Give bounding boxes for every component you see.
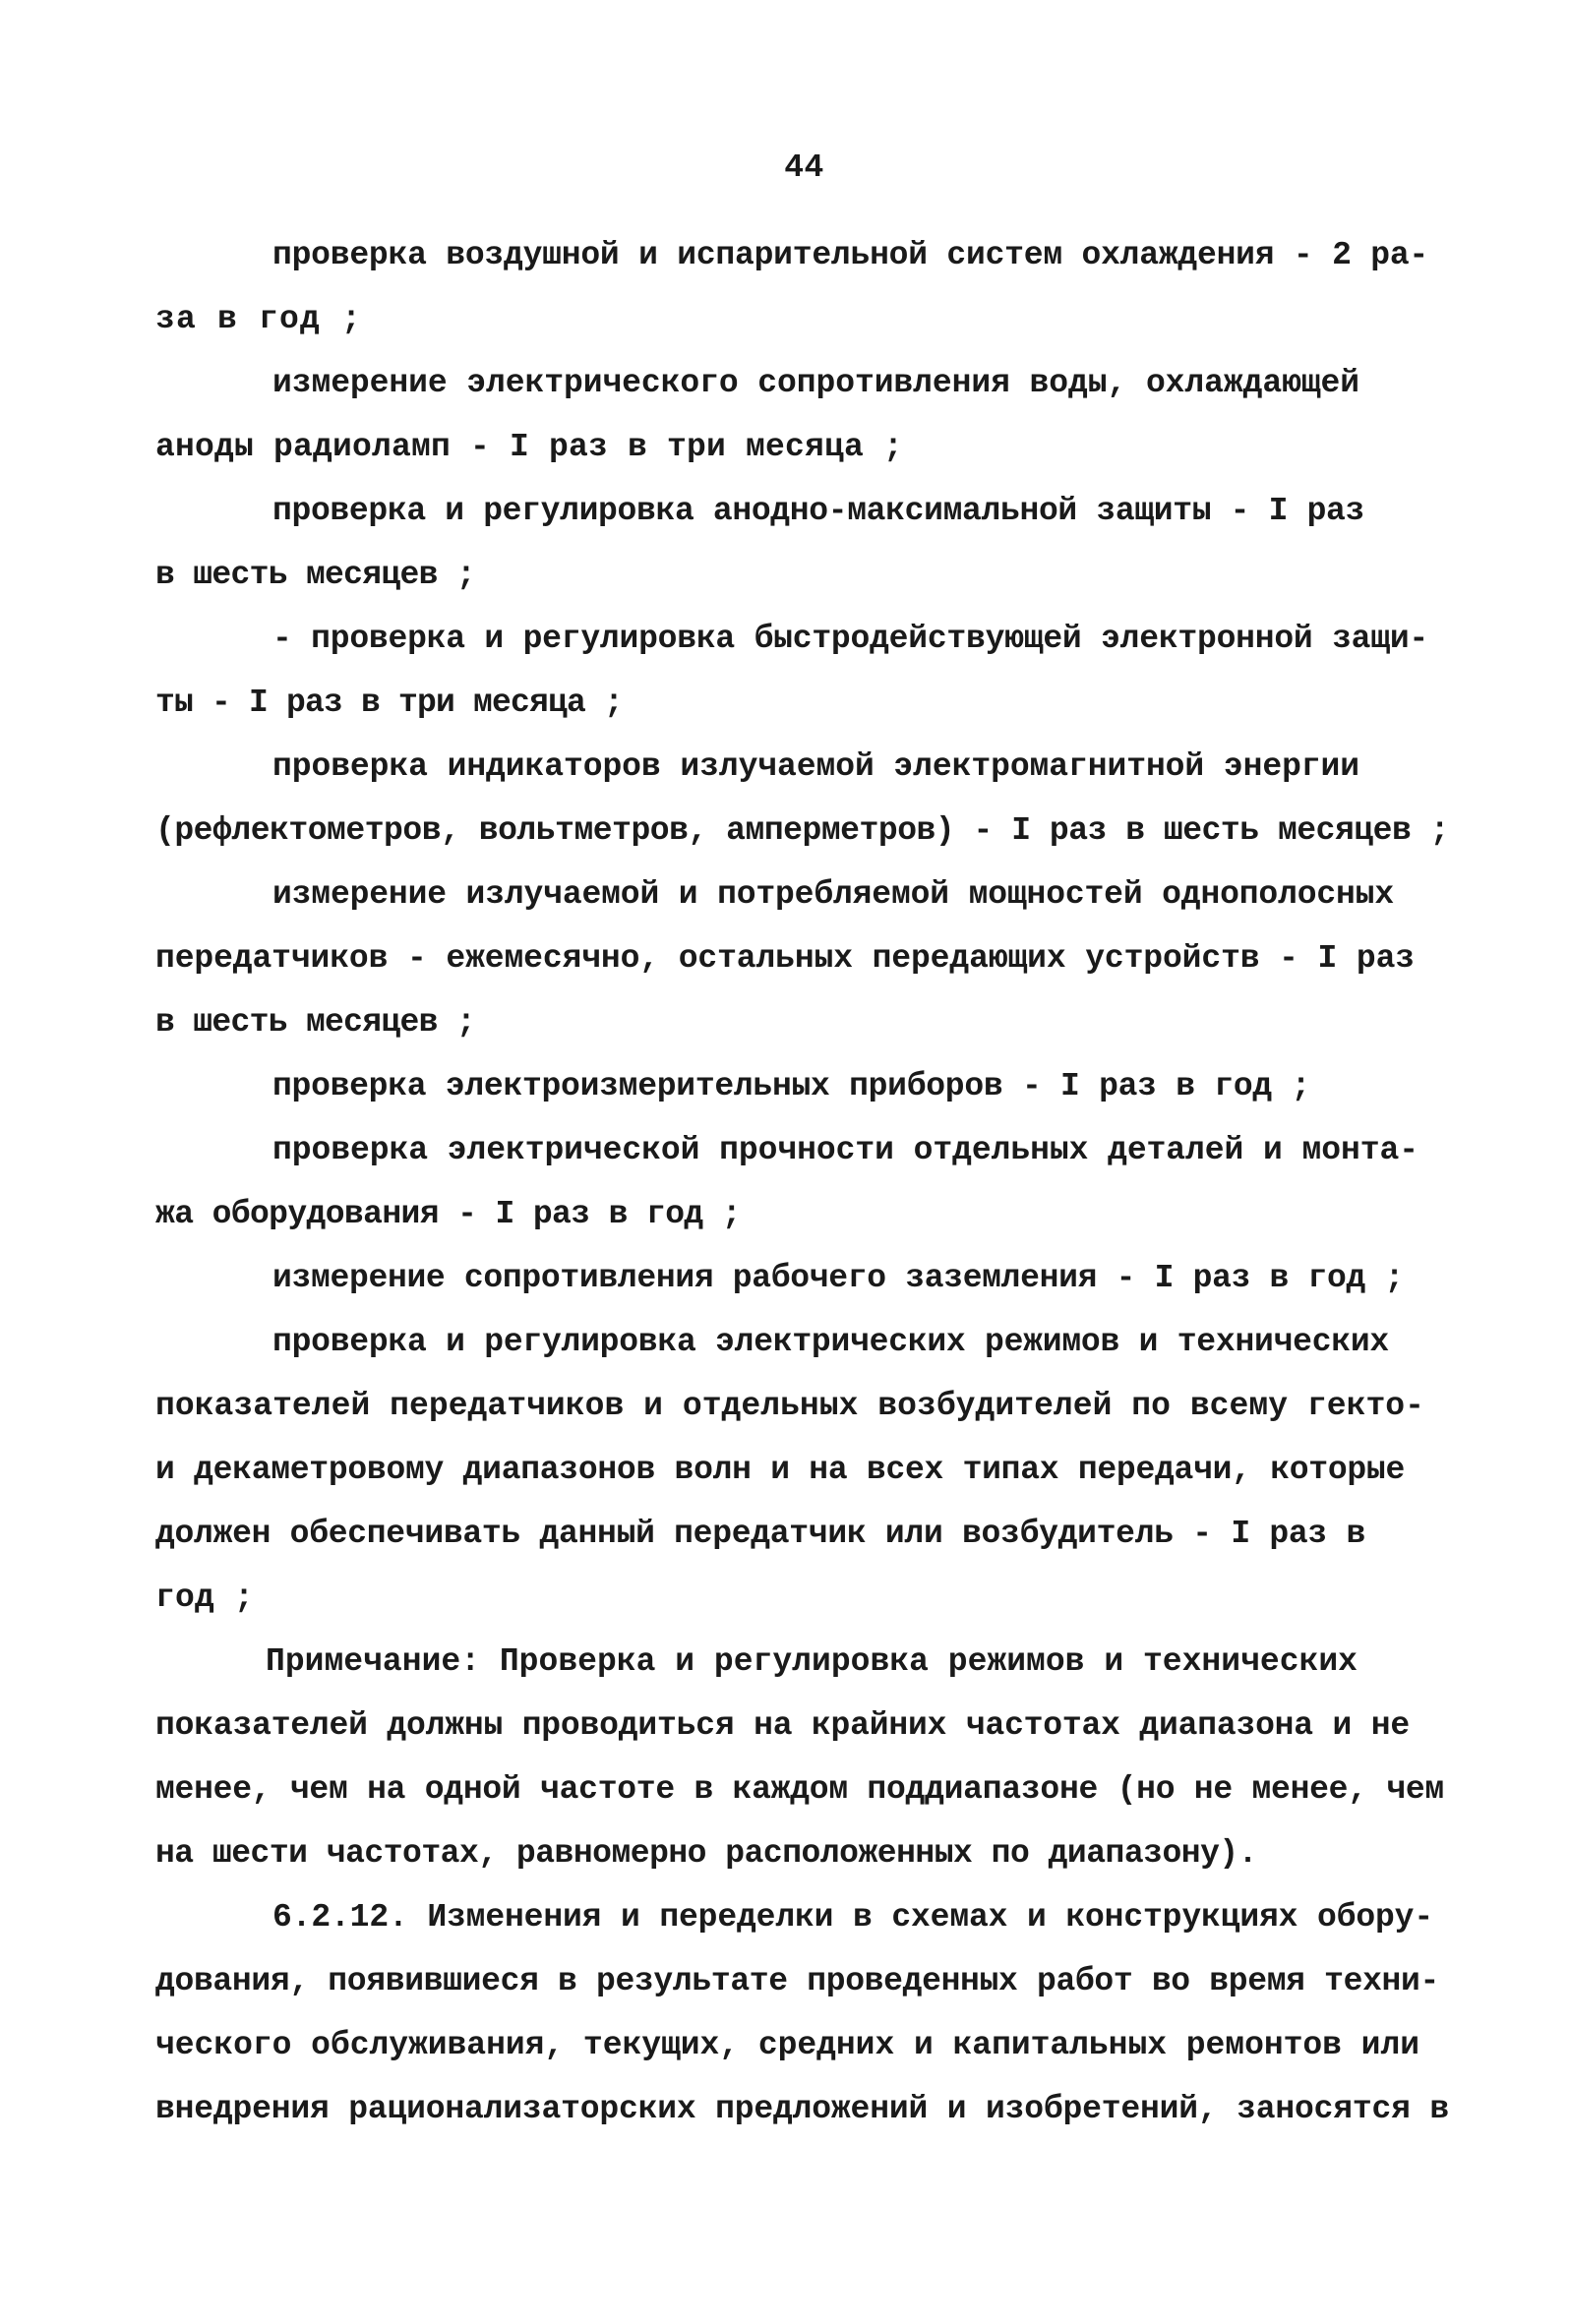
text-line: проверка электрической прочности отдельных деталей и монта- — [272, 1132, 1418, 1168]
text-line: показателей должны проводиться на крайних частотах диапазона и не — [155, 1707, 1410, 1744]
page-number: 44 — [784, 149, 824, 186]
text-line: проверка и регулировка электрических режимов и технических — [272, 1324, 1389, 1360]
text-line: аноды радиоламп - I раз в три месяца ; — [155, 429, 903, 465]
text-line: (рефлектометров, вольтметров, амперметров) - I раз в шесть месяцев ; — [155, 812, 1449, 849]
text-line: и декаметровому диапазонов волн и на всех типах передачи, которые — [155, 1452, 1405, 1488]
text-line: внедрения рационализаторских предложений и изобретений, заносятся в — [155, 2091, 1449, 2127]
text-line: измерение сопротивления рабочего заземления - I раз в год ; — [272, 1260, 1405, 1296]
text-line: показателей передатчиков и отдельных возбудителей по всему гекто- — [155, 1388, 1424, 1424]
text-line: ческого обслуживания, текущих, средних и капитальных ремонтов или — [155, 2027, 1419, 2063]
text-line: на шести частотах, равномерно расположенных по диапазону). — [155, 1835, 1257, 1872]
text-line: проверка электроизмерительных приборов - I раз в год ; — [272, 1068, 1310, 1104]
text-line: в шесть месяцев ; — [155, 1004, 475, 1041]
text-line: 6.2.12. Изменения и переделки в схемах и конструкциях обору- — [272, 1899, 1433, 1936]
text-line: проверка индикаторов излучаемой электромагнитной энергии — [272, 748, 1359, 785]
text-line: жа оборудования - I раз в год ; — [155, 1196, 741, 1232]
text-line: год ; — [155, 1579, 254, 1616]
text-line: Примечание: Проверка и регулировка режимов и технических — [266, 1643, 1358, 1680]
text-line: дования, появившиеся в результате проведенных работ во время техни- — [155, 1963, 1439, 1999]
text-line: - проверка и регулировка быстродействующей электронной защи- — [272, 621, 1428, 657]
text-line: передатчиков - ежемесячно, остальных передающих устройств - I раз — [155, 940, 1415, 977]
text-line: за в год ; — [155, 301, 362, 337]
text-line: измерение электрического сопротивления воды, охлаждающей — [272, 365, 1359, 401]
text-line: проверка и регулировка анодно-максимальной защиты - I раз — [272, 493, 1364, 529]
text-line: измерение излучаемой и потребляемой мощностей однополосных — [272, 876, 1394, 913]
text-line: должен обеспечивать данный передатчик или возбудитель - I раз в — [155, 1516, 1365, 1552]
text-line: проверка воздушной и испарительной систем охлаждения - 2 ра- — [272, 237, 1428, 273]
text-line: в шесть месяцев ; — [155, 557, 475, 593]
text-line: ты - I раз в три месяца ; — [155, 685, 623, 721]
text-line: менее, чем на одной частоте в каждом поддиапазоне (но не менее, чем — [155, 1771, 1444, 1808]
